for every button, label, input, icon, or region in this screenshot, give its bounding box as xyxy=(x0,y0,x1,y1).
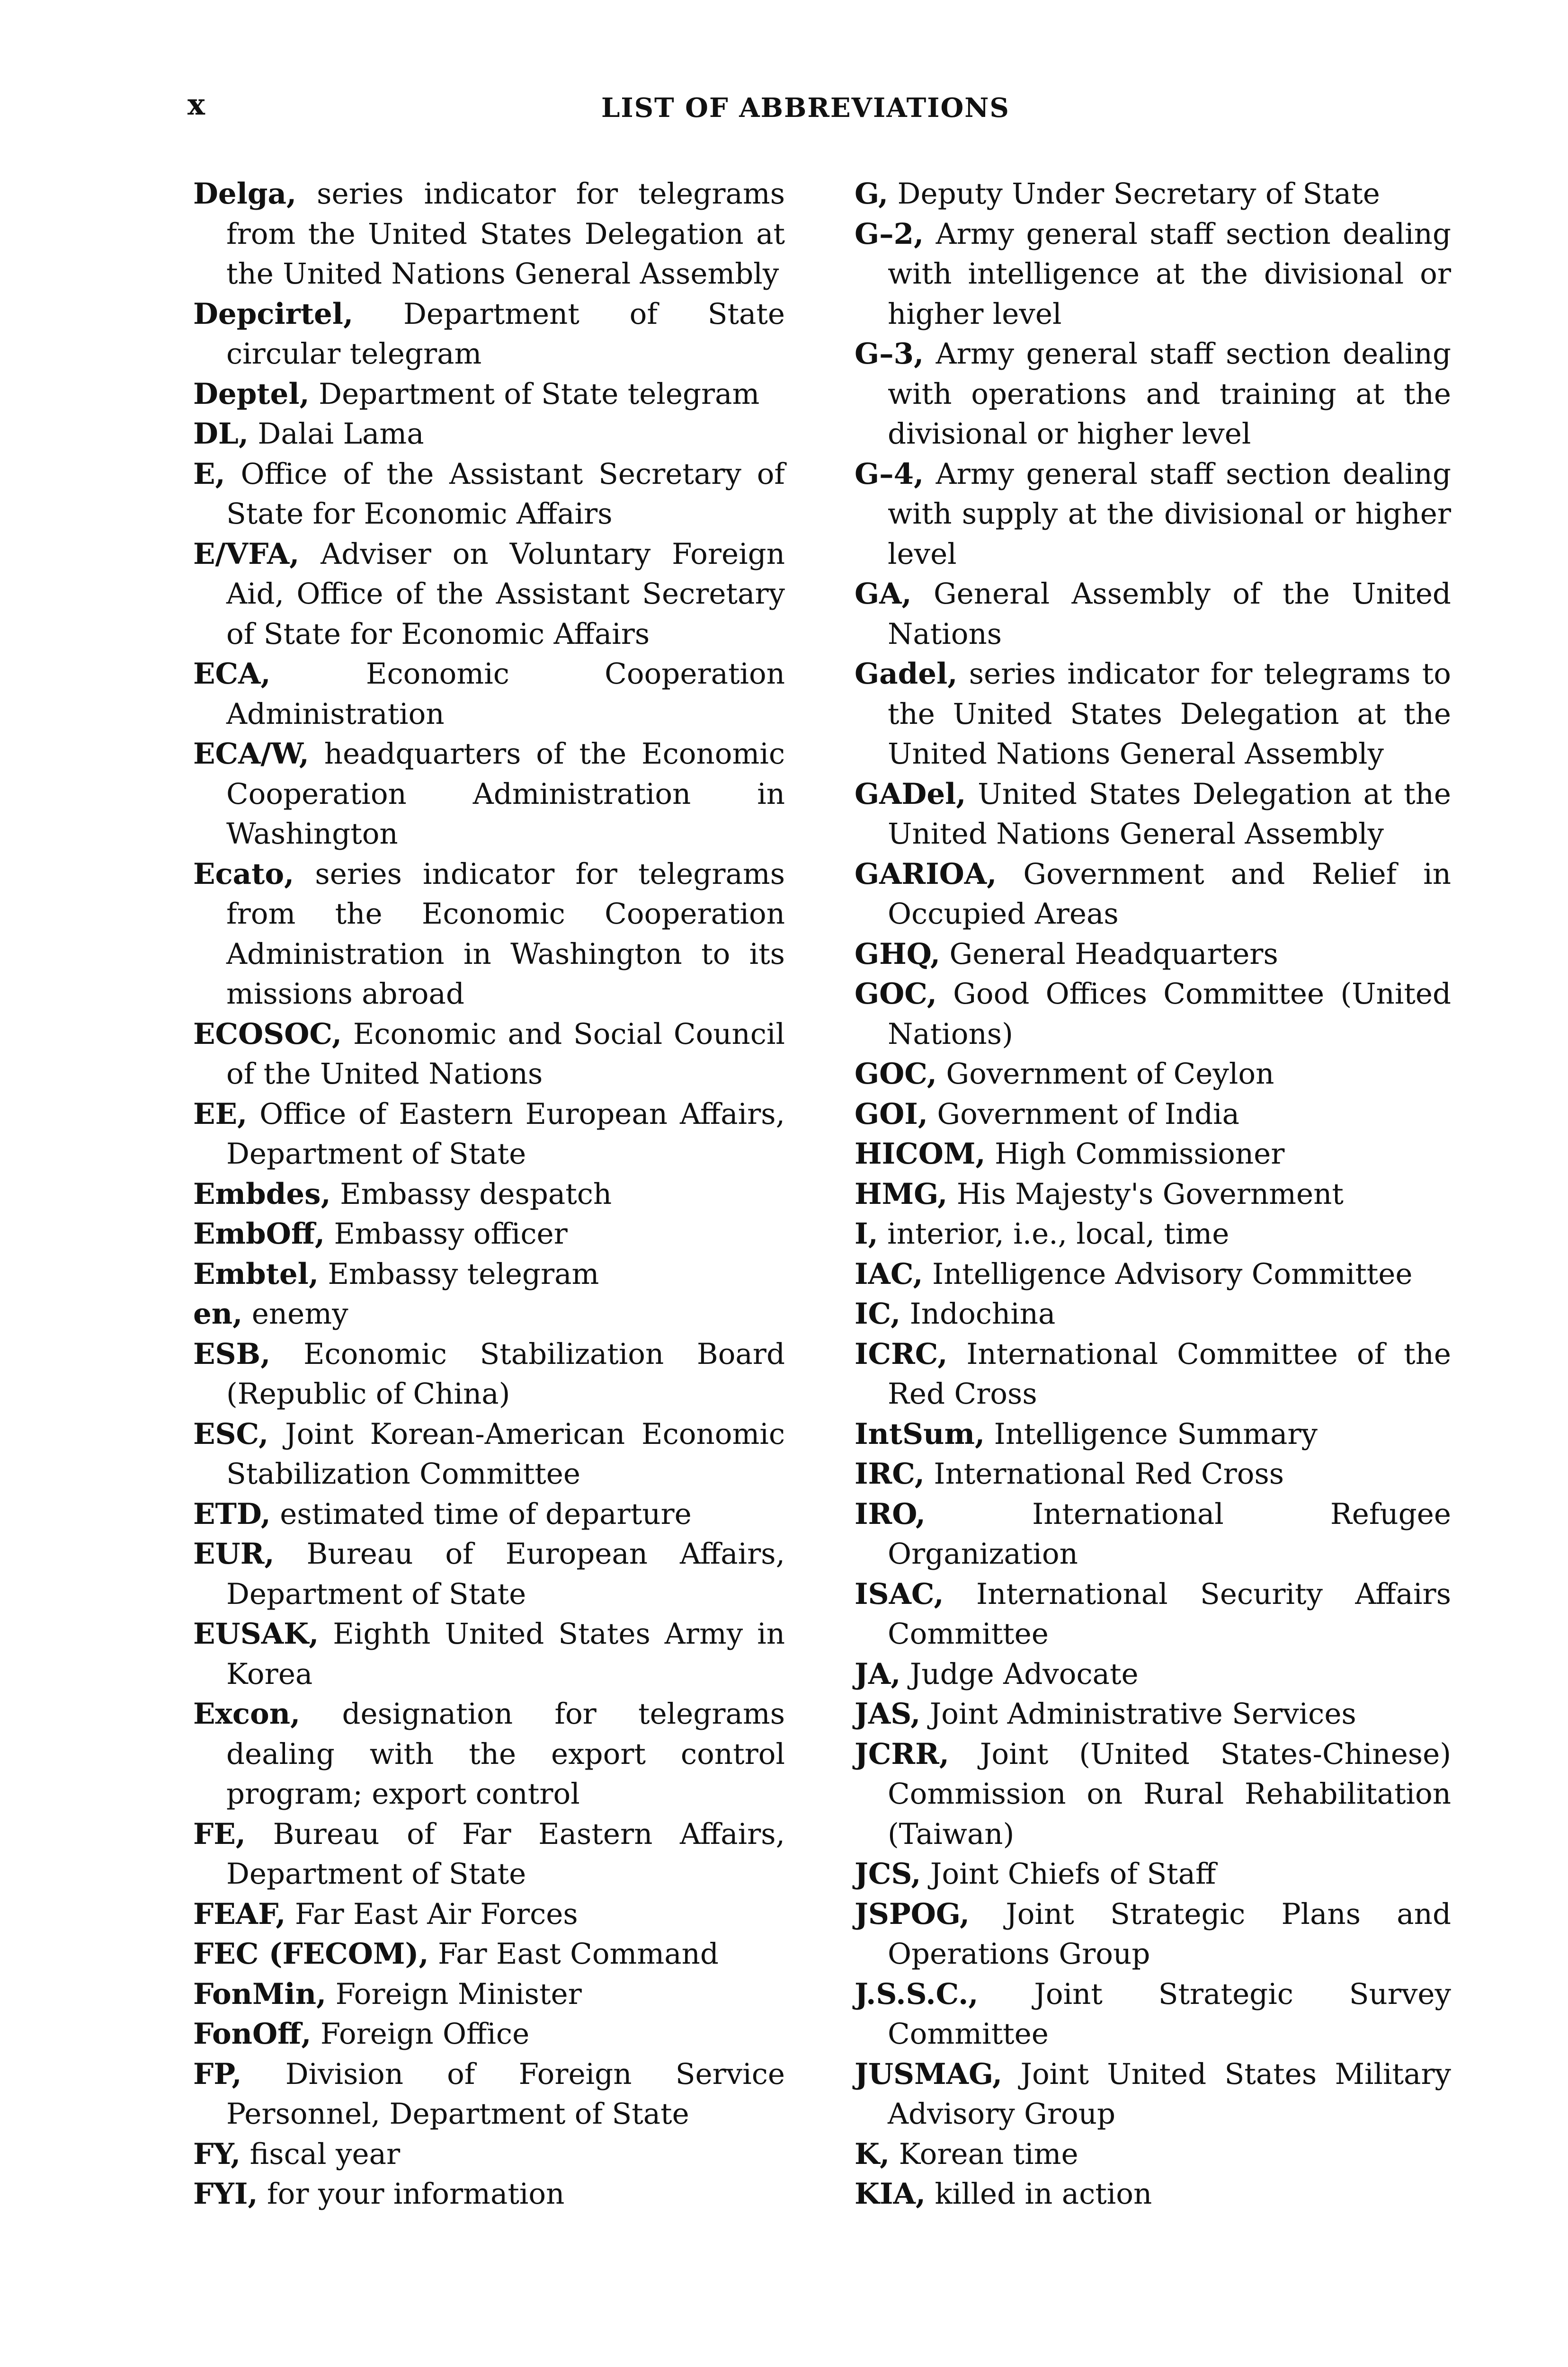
abbreviation-term: E, xyxy=(193,457,225,491)
abbreviation-term: FEAF, xyxy=(193,1897,286,1931)
abbreviation-entry xyxy=(193,854,785,1014)
abbreviation-term: HICOM, xyxy=(855,1137,986,1171)
abbreviation-term: G–2, xyxy=(855,217,924,251)
abbreviation-entry xyxy=(193,1415,785,1495)
abbreviation-term: Embdes, xyxy=(193,1177,331,1211)
abbreviation-definition: General Headquarters xyxy=(940,937,1278,971)
abbreviation-entry xyxy=(855,1335,1451,1415)
abbreviation-term: JCS, xyxy=(855,1857,921,1891)
abbreviation-definition: Government of Ceylon xyxy=(936,1057,1274,1091)
abbreviation-entry xyxy=(193,1294,785,1335)
abbreviation-entry xyxy=(193,2014,785,2055)
abbreviation-entry xyxy=(855,1134,1451,1175)
abbreviation-entry xyxy=(855,1975,1451,2055)
abbreviation-definition: Korean time xyxy=(890,2137,1078,2171)
abbreviation-entry xyxy=(855,574,1451,654)
abbreviation-term: IntSum, xyxy=(855,1417,985,1451)
abbreviation-term: FYI, xyxy=(193,2177,258,2211)
abbreviation-entry xyxy=(855,934,1451,975)
abbreviation-entry xyxy=(193,1815,785,1895)
abbreviation-entry xyxy=(193,1495,785,1535)
abbreviation-definition: killed in action xyxy=(926,2177,1152,2211)
abbreviation-entry xyxy=(193,454,785,534)
abbreviation-definition: Judge Advocate xyxy=(900,1657,1139,1691)
abbreviation-entry xyxy=(193,1975,785,2015)
abbreviation-term: I, xyxy=(855,1217,878,1251)
abbreviation-term: GOI, xyxy=(855,1097,928,1131)
abbreviation-term: EE, xyxy=(193,1097,248,1131)
abbreviation-term: IC, xyxy=(855,1297,901,1331)
abbreviation-definition: headquarters of the Economic Cooperation Administration in Washington xyxy=(226,737,785,851)
abbreviation-term: E/VFA, xyxy=(193,537,300,571)
abbreviation-definition: fiscal year xyxy=(241,2137,401,2171)
abbreviation-definition: Army general staff section dealing with supply at the divisional or higher level xyxy=(888,457,1451,571)
abbreviation-definition: General Assembly of the United Nations xyxy=(888,577,1451,651)
abbreviation-definition: International Refugee Organization xyxy=(888,1497,1451,1571)
abbreviation-definition: United States Delegation at the United Nations General Assembly xyxy=(888,777,1451,851)
abbreviation-term: FonMin, xyxy=(193,1977,327,2011)
abbreviation-term: GOC, xyxy=(855,977,937,1011)
abbreviation-term: JA, xyxy=(855,1657,901,1691)
abbreviation-definition: Economic and Social Council of the United Nations xyxy=(226,1017,785,1091)
abbreviation-definition: series indicator for telegrams from the United States Delegation at the United Nations General Assembly xyxy=(226,177,785,291)
abbreviation-definition: series indicator for telegrams from the Economic Cooperation Administration in Washington to its missions abroad xyxy=(226,857,785,1011)
abbreviation-definition: Eighth United States Army in Korea xyxy=(226,1617,785,1691)
abbreviation-definition: Dalai Lama xyxy=(249,417,424,451)
abbreviation-definition: Joint (United States-Chinese) Commission on Rural Rehabilitation (Taiwan) xyxy=(888,1737,1451,1851)
abbreviation-definition: Far East Command xyxy=(428,1937,719,1971)
abbreviation-term: Ecato, xyxy=(193,857,294,891)
abbreviation-definition: Embassy despatch xyxy=(330,1177,612,1211)
abbreviation-entry xyxy=(193,1014,785,1095)
abbreviation-definition: Embassy telegram xyxy=(319,1257,599,1291)
abbreviation-entry xyxy=(855,1095,1451,1135)
abbreviation-definition: Economic Cooperation Administration xyxy=(226,657,785,731)
abbreviation-term: GA, xyxy=(855,577,912,611)
abbreviation-definition: interior, i.e., local, time xyxy=(878,1217,1229,1251)
abbreviation-term: Embtel, xyxy=(193,1257,319,1291)
abbreviation-entry xyxy=(193,1255,785,1295)
abbreviation-entry xyxy=(855,2055,1451,2135)
abbreviation-entry xyxy=(193,1095,785,1175)
abbreviation-entry xyxy=(855,854,1451,934)
abbreviation-definition: Foreign Minister xyxy=(326,1977,582,2011)
abbreviation-term: ETD, xyxy=(193,1497,271,1531)
abbreviation-definition: Deputy Under Secretary of State xyxy=(888,177,1380,211)
abbreviation-term: Delga, xyxy=(193,177,297,211)
abbreviation-term: ICRC, xyxy=(855,1337,948,1371)
abbreviation-term: Deptel, xyxy=(193,377,310,411)
abbreviation-entry xyxy=(855,2174,1451,2215)
abbreviation-term: DL, xyxy=(193,417,249,451)
abbreviation-definition: Joint Strategic Survey Committee xyxy=(888,1977,1451,2051)
abbreviation-definition: Bureau of Far Eastern Affairs, Department of State xyxy=(226,1817,785,1891)
abbreviation-term: JCRR, xyxy=(855,1737,950,1771)
abbreviation-entry xyxy=(855,1495,1451,1575)
abbreviation-entry xyxy=(855,1054,1451,1095)
abbreviation-entry xyxy=(193,294,785,374)
abbreviation-entry xyxy=(193,734,785,854)
abbreviation-entry xyxy=(193,1214,785,1255)
abbreviation-term: ESB, xyxy=(193,1337,271,1371)
abbreviation-definition: Office of the Assistant Secretary of State for Economic Affairs xyxy=(225,457,785,531)
abbreviation-term: Excon, xyxy=(193,1697,301,1731)
abbreviation-term: J.S.S.C., xyxy=(855,1977,979,2011)
abbreviation-term: JAS, xyxy=(855,1697,921,1731)
abbreviation-term: Depcirtel, xyxy=(193,297,354,331)
abbreviation-definition: Adviser on Voluntary Foreign Aid, Office of the Assistant Secretary of State for Economic Affairs xyxy=(226,537,785,651)
abbreviation-definition: Joint Korean-American Economic Stabilization Committee xyxy=(226,1417,785,1491)
abbreviation-term: EmbOff, xyxy=(193,1217,325,1251)
abbreviation-term: GOC, xyxy=(855,1057,937,1091)
abbreviation-definition: Office of Eastern European Affairs, Department of State xyxy=(226,1097,785,1171)
abbreviation-entry xyxy=(855,454,1451,575)
abbreviation-entry xyxy=(193,2135,785,2175)
abbreviation-definition: Joint United States Military Advisory Group xyxy=(888,2057,1451,2131)
abbreviation-definition: series indicator for telegrams to the United States Delegation at the United Nations General Assembly xyxy=(888,657,1451,771)
abbreviation-term: JUSMAG, xyxy=(855,2057,1003,2091)
abbreviation-term: IAC, xyxy=(855,1257,923,1291)
abbreviation-definition: Foreign Office xyxy=(311,2017,530,2051)
abbreviation-term: ESC, xyxy=(193,1417,269,1451)
abbreviation-definition: Bureau of European Affairs, Department of State xyxy=(226,1537,785,1611)
abbreviation-term: EUSAK, xyxy=(193,1617,319,1651)
page-number: x xyxy=(187,87,205,122)
abbreviation-definition: International Red Cross xyxy=(924,1457,1284,1491)
abbreviation-entry xyxy=(855,1175,1451,1215)
abbreviation-entry xyxy=(193,414,785,454)
abbreviation-definition: His Majesty's Government xyxy=(947,1177,1344,1211)
abbreviation-entry xyxy=(855,1694,1451,1735)
abbreviation-definition: estimated time of departure xyxy=(270,1497,692,1531)
abbreviation-entry xyxy=(855,1255,1451,1295)
abbreviation-term: ECOSOC, xyxy=(193,1017,342,1051)
abbreviation-definition: Economic Stabilization Board (Republic of China) xyxy=(226,1337,785,1411)
abbreviation-term: Gadel, xyxy=(855,657,958,691)
abbreviation-entry xyxy=(855,974,1451,1054)
running-title: LIST OF ABBREVIATIONS xyxy=(601,92,1010,124)
abbreviation-entry xyxy=(193,2174,785,2215)
right-column xyxy=(855,174,1451,2215)
abbreviation-entry xyxy=(855,174,1451,214)
abbreviation-entry xyxy=(855,1895,1451,1975)
abbreviation-definition: Joint Chiefs of Staff xyxy=(921,1857,1216,1891)
abbreviation-entry xyxy=(855,2135,1451,2175)
abbreviation-definition: designation for telegrams dealing with the export control program; export control xyxy=(226,1697,785,1811)
left-column xyxy=(193,174,785,2215)
abbreviation-term: FEC (FECOM), xyxy=(193,1937,429,1971)
abbreviation-term: G, xyxy=(855,177,889,211)
abbreviation-definition: International Committee of the Red Cross xyxy=(888,1337,1451,1411)
abbreviation-definition: Government and Relief in Occupied Areas xyxy=(888,857,1451,931)
abbreviation-entry xyxy=(855,1214,1451,1255)
abbreviation-definition: Army general staff section dealing with operations and training at the divisional or higher level xyxy=(888,337,1451,451)
abbreviation-term: K, xyxy=(855,2137,890,2171)
abbreviation-entry xyxy=(855,334,1451,454)
abbreviation-entry xyxy=(855,214,1451,335)
abbreviation-definition: Army general staff section dealing with intelligence at the divisional or higher level xyxy=(888,217,1451,331)
abbreviation-definition: Good Offices Committee (United Nations) xyxy=(888,977,1451,1051)
abbreviation-term: KIA, xyxy=(855,2177,926,2211)
abbreviation-entry xyxy=(855,654,1451,774)
abbreviation-entry xyxy=(193,2055,785,2135)
abbreviation-definition: Division of Foreign Service Personnel, Department of State xyxy=(226,2057,785,2131)
abbreviation-definition: Department of State telegram xyxy=(309,377,760,411)
abbreviation-definition: Department of State circular telegram xyxy=(226,297,785,371)
abbreviation-term: FonOff, xyxy=(193,2017,312,2051)
abbreviation-term: IRC, xyxy=(855,1457,925,1491)
abbreviation-definition: High Commissioner xyxy=(985,1137,1285,1171)
abbreviation-term: FE, xyxy=(193,1817,246,1851)
abbreviation-entry xyxy=(193,1895,785,1935)
abbreviation-definition: Government of India xyxy=(928,1097,1239,1131)
abbreviation-definition: Intelligence Summary xyxy=(985,1417,1318,1451)
abbreviation-term: FY, xyxy=(193,2137,241,2171)
abbreviation-term: HMG, xyxy=(855,1177,948,1211)
abbreviation-entry xyxy=(855,774,1451,854)
abbreviation-entry xyxy=(193,654,785,734)
abbreviation-term: en, xyxy=(193,1297,243,1331)
abbreviation-entry xyxy=(193,534,785,655)
abbreviation-entry xyxy=(855,1735,1451,1855)
abbreviation-entry xyxy=(193,1934,785,1975)
abbreviation-definition: Intelligence Advisory Committee xyxy=(923,1257,1413,1291)
abbreviation-entry xyxy=(193,1614,785,1694)
abbreviation-term: EUR, xyxy=(193,1537,275,1571)
abbreviation-entry xyxy=(855,1454,1451,1495)
abbreviation-term: IRO, xyxy=(855,1497,926,1531)
abbreviation-entry xyxy=(855,1854,1451,1895)
abbreviation-definition: enemy xyxy=(242,1297,348,1331)
abbreviation-entry xyxy=(193,1175,785,1215)
abbreviation-term: GARIOA, xyxy=(855,857,997,891)
abbreviation-definition: Embassy officer xyxy=(325,1217,568,1251)
abbreviation-definition: Far East Air Forces xyxy=(285,1897,578,1931)
abbreviation-definition: International Security Affairs Committee xyxy=(888,1577,1451,1651)
abbreviation-definition: Joint Administrative Services xyxy=(920,1697,1356,1731)
abbreviation-term: ECA, xyxy=(193,657,271,691)
abbreviation-entry xyxy=(193,374,785,415)
abbreviation-term: G–4, xyxy=(855,457,924,491)
abbreviation-term: GHQ, xyxy=(855,937,941,971)
abbreviation-term: JSPOG, xyxy=(855,1897,970,1931)
abbreviation-definition: for your information xyxy=(258,2177,565,2211)
abbreviation-term: ISAC, xyxy=(855,1577,944,1611)
abbreviation-definition: Indochina xyxy=(900,1297,1056,1331)
abbreviation-term: ECA/W, xyxy=(193,737,309,771)
abbreviation-entry xyxy=(193,1694,785,1815)
abbreviation-definition: Joint Strategic Plans and Operations Group xyxy=(888,1897,1451,1971)
abbreviation-entry xyxy=(855,1294,1451,1335)
abbreviation-term: FP, xyxy=(193,2057,242,2091)
abbreviation-entry xyxy=(193,1534,785,1614)
abbreviation-entry xyxy=(855,1415,1451,1455)
abbreviation-entry xyxy=(193,1335,785,1415)
abbreviation-entry xyxy=(855,1655,1451,1695)
abbreviation-term: GADel, xyxy=(855,777,966,811)
abbreviation-term: G–3, xyxy=(855,337,924,371)
page-header xyxy=(0,0,1568,142)
abbreviation-entry xyxy=(855,1575,1451,1655)
abbreviation-entry xyxy=(193,174,785,294)
